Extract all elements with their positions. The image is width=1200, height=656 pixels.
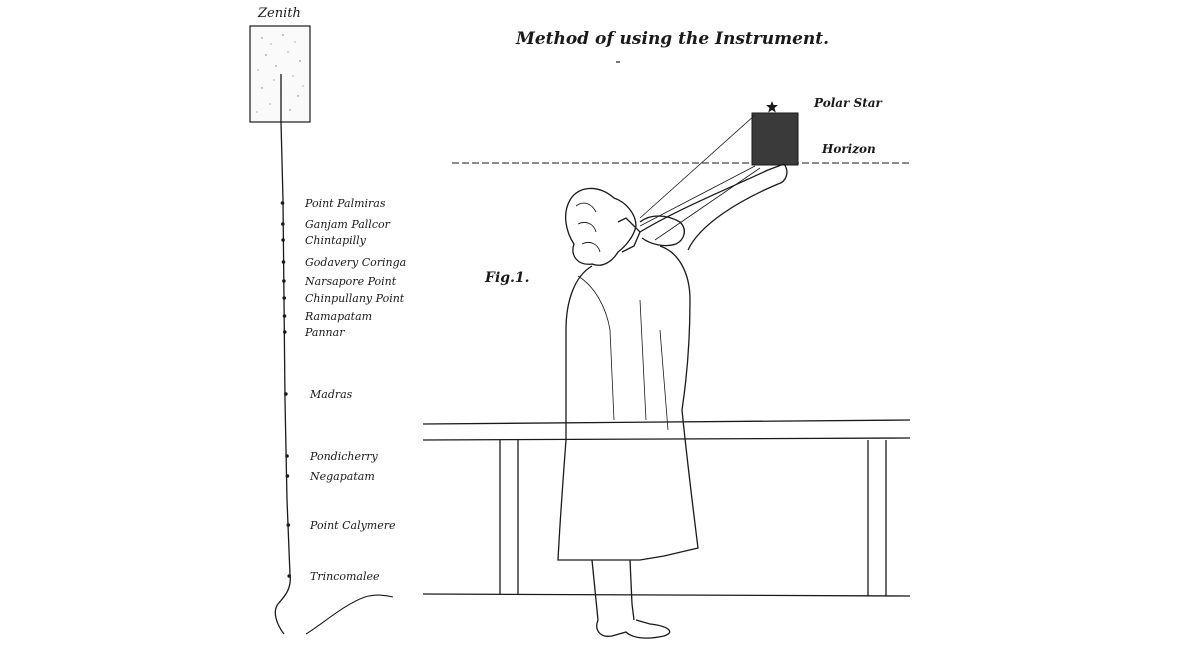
place-label: Pondicherry <box>310 450 378 463</box>
zenith-label: Zenith <box>258 6 301 21</box>
horizon-label: Horizon <box>822 142 876 156</box>
place-label: Madras <box>310 388 353 401</box>
place-label: Point Calymere <box>310 519 396 532</box>
place-label: Trincomalee <box>310 570 380 583</box>
plate-title: Method of using the Instrument. <box>516 29 830 49</box>
place-label: Pannar <box>305 326 345 339</box>
observer-legs <box>592 560 634 620</box>
instrument-plate <box>752 113 798 165</box>
place-label: Ramapatam <box>305 310 373 323</box>
place-label: Negapatam <box>310 470 375 483</box>
zenith-box <box>250 26 310 122</box>
place-marker-dot <box>282 296 286 300</box>
place-marker-dot <box>284 392 288 396</box>
meridian-line <box>275 74 290 634</box>
place-label: Narsapore Point <box>305 275 397 288</box>
star-icon <box>766 101 778 113</box>
figure-label: Fig.1. <box>485 270 530 286</box>
place-marker-dot <box>287 574 291 578</box>
observer-feet <box>597 620 670 638</box>
observer-coat <box>558 246 698 560</box>
place-marker-dot <box>282 279 286 283</box>
place-label: Godavery Coringa <box>305 256 407 269</box>
place-label: Point Palmiras <box>305 197 386 210</box>
observer-raised-arm <box>640 164 787 250</box>
railing <box>423 420 910 596</box>
place-marker-dot <box>281 201 285 205</box>
star-label: Polar Star <box>814 96 882 110</box>
coastline-curve <box>306 595 393 634</box>
place-label: Ganjam Pallcor <box>305 218 390 231</box>
place-marker-dot <box>282 260 286 264</box>
observer-head <box>566 188 636 265</box>
place-label: Chintapilly <box>305 234 366 247</box>
place-marker-dot <box>281 238 285 242</box>
observer-figure <box>558 164 787 638</box>
place-marker-dot <box>285 454 289 458</box>
place-markers <box>281 197 407 583</box>
place-marker-dot <box>283 330 287 334</box>
place-marker-dot <box>286 474 290 478</box>
place-marker-dot <box>281 222 285 226</box>
place-marker-dot <box>287 523 291 527</box>
place-marker-dot <box>283 314 287 318</box>
place-label: Chinpullany Point <box>305 292 405 305</box>
